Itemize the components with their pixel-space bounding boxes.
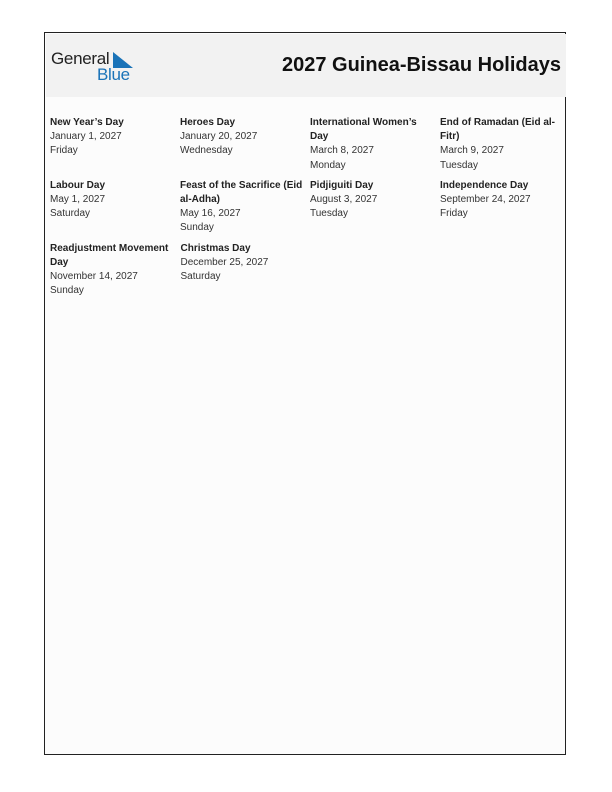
page-frame bbox=[44, 32, 566, 755]
holiday-date: January 1, 2027 bbox=[50, 131, 122, 143]
holiday-item bbox=[50, 116, 180, 173]
holiday-weekday: Monday bbox=[310, 159, 346, 171]
holiday-item bbox=[180, 179, 310, 236]
holiday-date: May 1, 2027 bbox=[50, 194, 106, 206]
holiday-item bbox=[310, 179, 440, 236]
holiday-item bbox=[440, 179, 570, 236]
holiday-name: Readjustment Movement Day bbox=[50, 242, 169, 268]
holiday-item bbox=[310, 116, 440, 173]
logo-text-blue: Blue bbox=[97, 65, 130, 84]
holiday-date: November 14, 2027 bbox=[50, 271, 138, 283]
holiday-name: International Women’s Day bbox=[310, 117, 417, 143]
holiday-date: May 16, 2027 bbox=[180, 208, 241, 220]
holiday-item bbox=[50, 179, 180, 236]
page-title: 2027 Guinea-Bissau Holidays bbox=[281, 54, 561, 76]
holiday-weekday: Tuesday bbox=[440, 159, 478, 171]
holiday-date: September 24, 2027 bbox=[440, 194, 531, 206]
holiday-weekday: Tuesday bbox=[310, 208, 348, 220]
generalblue-logo bbox=[51, 49, 141, 85]
logo-text-general: General bbox=[51, 49, 110, 68]
holiday-name: Independence Day bbox=[440, 179, 529, 191]
holiday-date: March 9, 2027 bbox=[440, 145, 504, 157]
header-band bbox=[46, 34, 566, 97]
holiday-name: End of Ramadan (Eid al-Fitr) bbox=[440, 117, 556, 143]
holiday-weekday: Saturday bbox=[50, 208, 91, 220]
holiday-name: Pidjiguiti Day bbox=[310, 179, 374, 191]
holiday-item bbox=[440, 116, 570, 173]
holiday-weekday: Saturday bbox=[180, 271, 221, 283]
holiday-name: New Year’s Day bbox=[50, 117, 124, 128]
holiday-weekday: Friday bbox=[50, 145, 78, 157]
holiday-name: Heroes Day bbox=[180, 117, 236, 128]
holiday-name: Labour Day bbox=[50, 179, 106, 191]
holiday-weekday: Sunday bbox=[50, 285, 84, 297]
holiday-grid bbox=[50, 116, 570, 298]
holiday-date: December 25, 2027 bbox=[180, 256, 269, 268]
holiday-item bbox=[180, 116, 310, 173]
holiday-row bbox=[50, 179, 570, 236]
holiday-name: Christmas Day bbox=[180, 242, 251, 254]
holiday-date: January 20, 2027 bbox=[180, 131, 258, 143]
holiday-name: Feast of the Sacrifice (Eid al-Adha) bbox=[180, 179, 303, 206]
holiday-row bbox=[50, 116, 570, 173]
holiday-item bbox=[181, 242, 312, 299]
holiday-weekday: Wednesday bbox=[180, 145, 233, 157]
holiday-date: August 3, 2027 bbox=[310, 194, 378, 206]
holiday-item bbox=[50, 242, 181, 299]
holiday-weekday: Sunday bbox=[180, 222, 214, 234]
holiday-weekday: Friday bbox=[440, 208, 468, 220]
holiday-date: March 8, 2027 bbox=[310, 145, 374, 157]
holiday-row bbox=[50, 242, 570, 299]
